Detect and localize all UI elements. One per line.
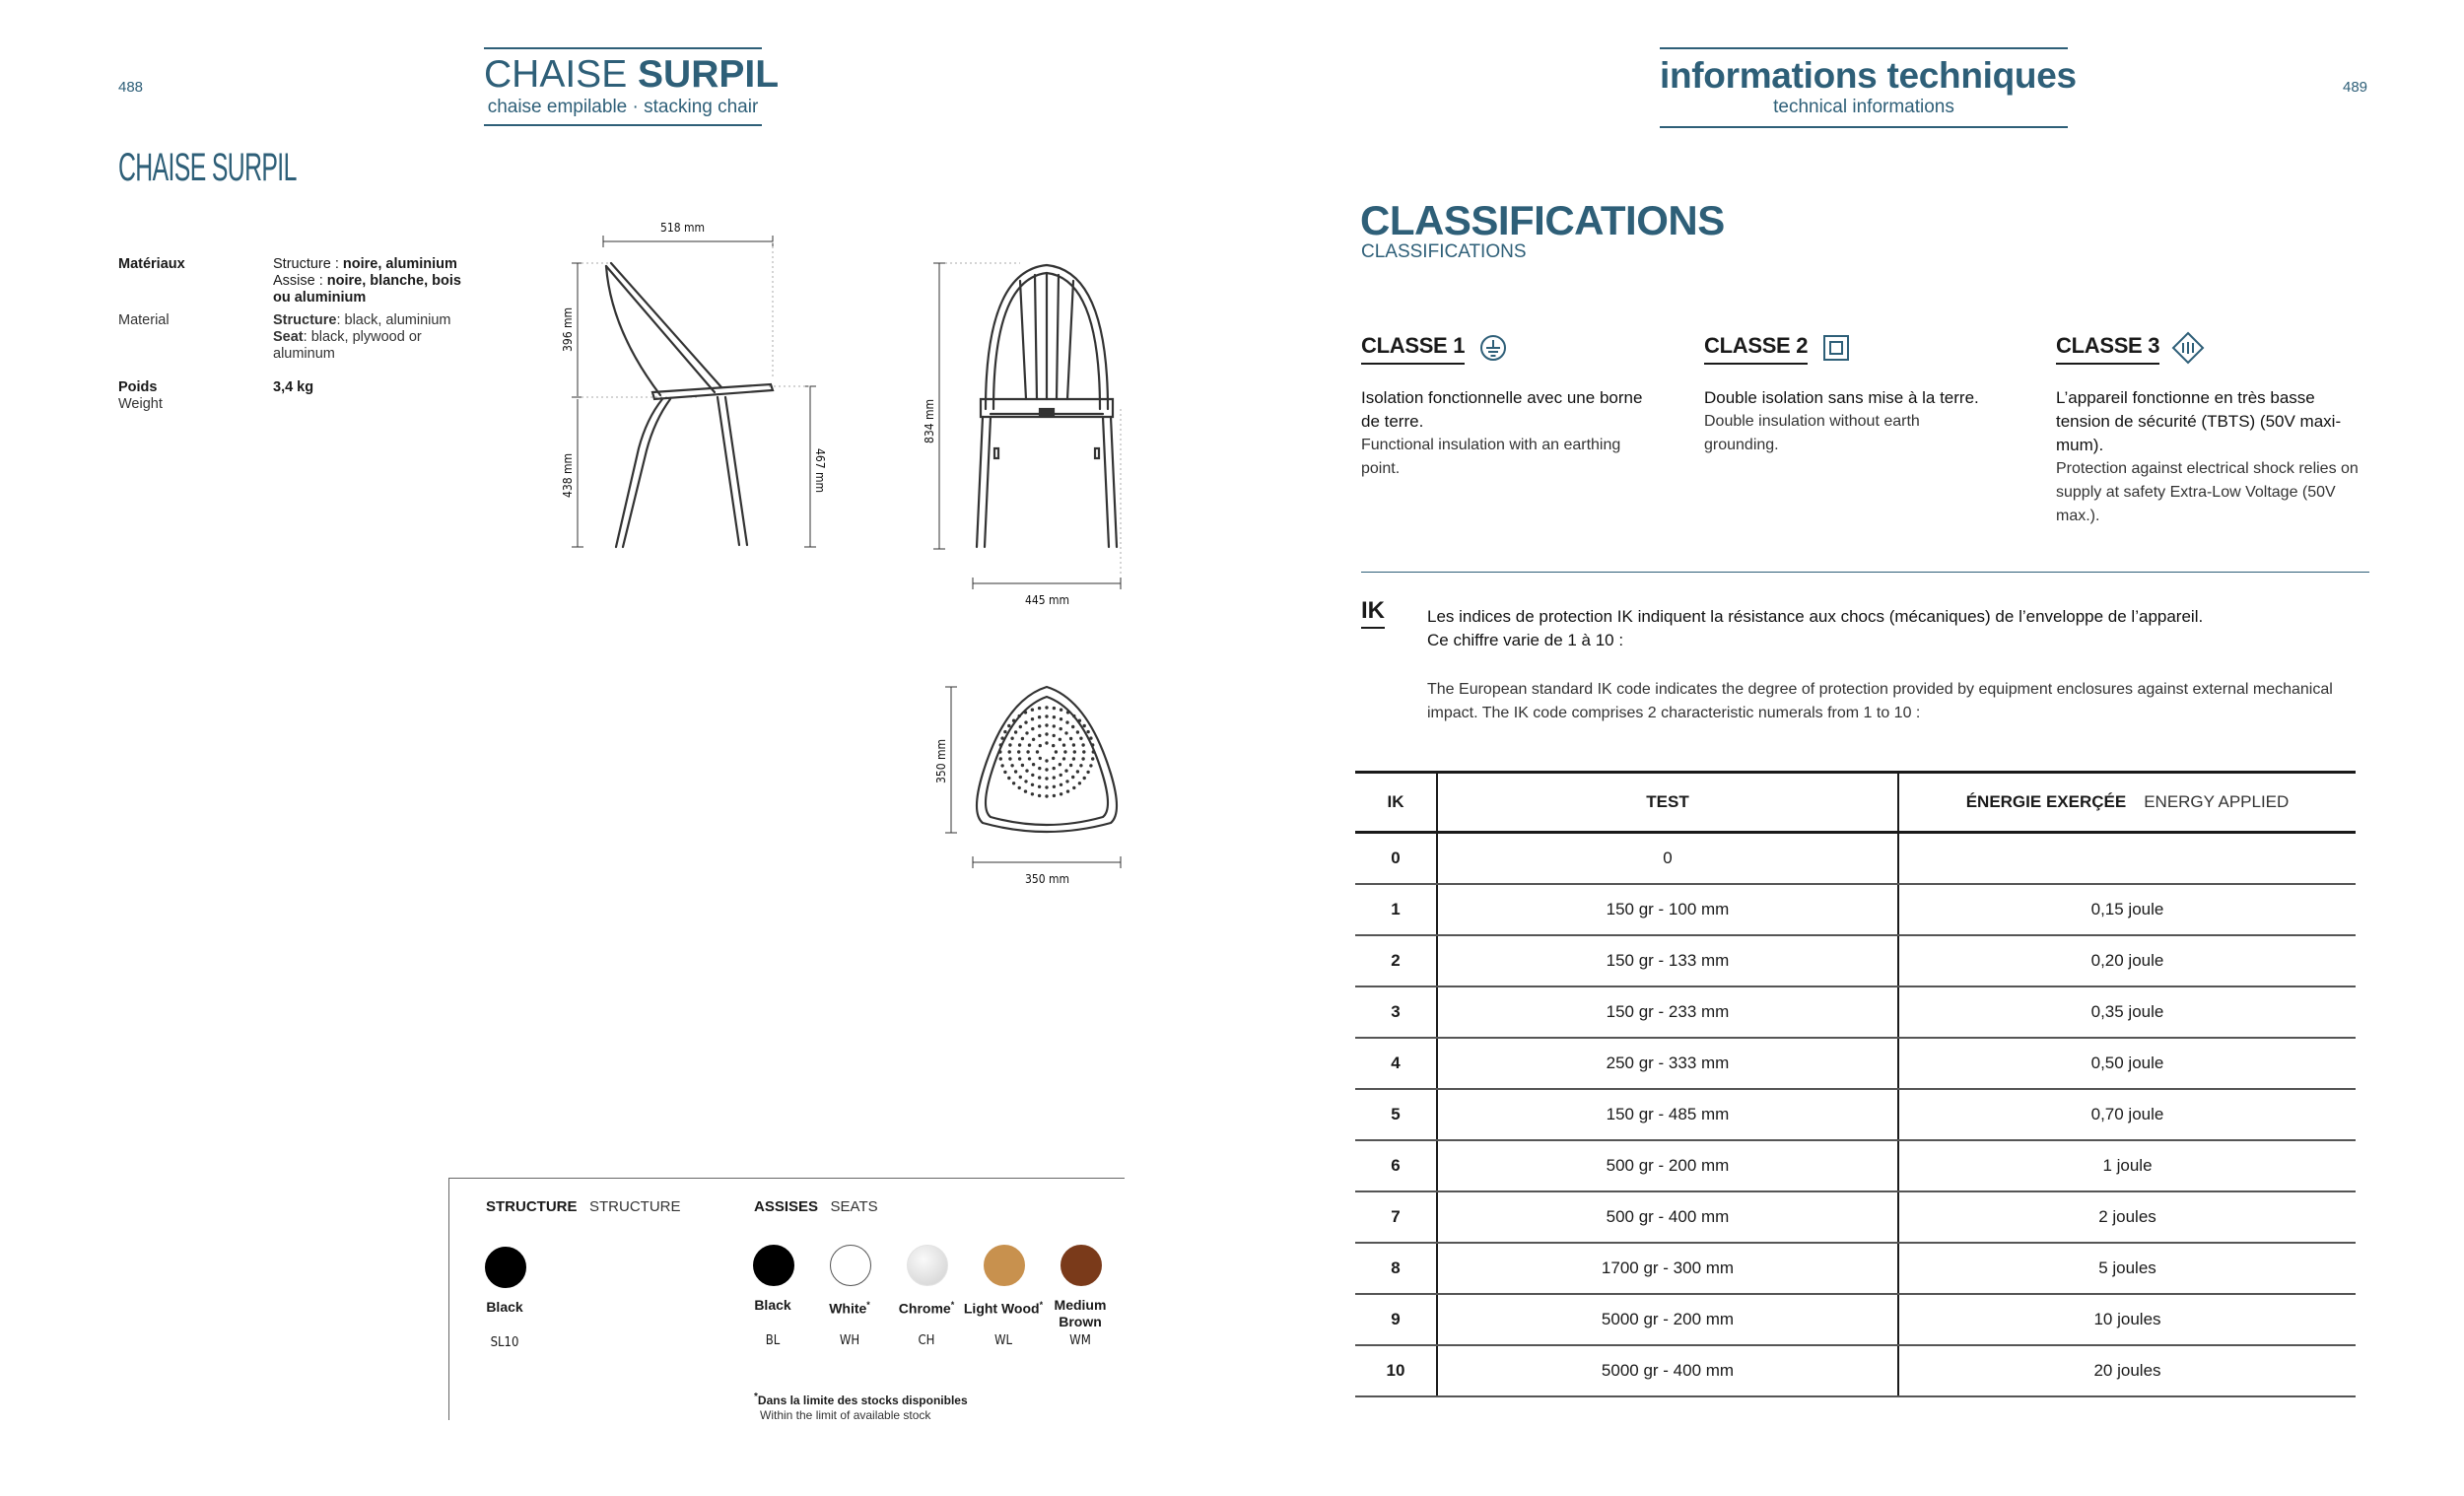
cell-energy: 0,50 joule	[1898, 1038, 2356, 1089]
header-title-bold: SURPIL	[638, 53, 780, 96]
perforation-dot	[1078, 782, 1081, 784]
seat-perforation-pattern	[998, 706, 1095, 797]
perforation-dot	[1038, 767, 1041, 770]
perforation-dot	[1045, 741, 1048, 744]
cell-test: 5000 gr - 200 mm	[1437, 1294, 1898, 1345]
perforation-dot	[1045, 714, 1048, 717]
perforation-dot	[1018, 786, 1021, 789]
dim-top-depth: 350 mm	[934, 738, 948, 783]
table-row	[1355, 1294, 2356, 1345]
swatch-name: Medium Brown	[1054, 1297, 1107, 1329]
perforation-dot	[1000, 764, 1003, 767]
perforation-dot	[1028, 743, 1031, 746]
spec-key: Structure	[273, 312, 337, 328]
perforation-dot	[1053, 767, 1056, 770]
table-row	[1355, 1243, 2356, 1294]
table-row	[1355, 986, 2356, 1038]
classe-1-fr: Isolation fonctionnelle avec une borne de terre.	[1361, 388, 1643, 431]
swatch-sl10	[485, 1247, 526, 1288]
col-test: TEST	[1437, 773, 1898, 833]
perforation-dot	[1081, 757, 1084, 760]
cell-test: 0	[1437, 833, 1898, 885]
perforation-dot	[1026, 750, 1029, 753]
perforation-dot	[1082, 750, 1085, 753]
classe-3-title: CLASSE 3	[2056, 333, 2159, 365]
perforation-dot	[1059, 763, 1061, 766]
swatch-code: SL10	[490, 1335, 519, 1350]
perforation-dot	[1073, 750, 1076, 753]
classe-2-block	[1704, 333, 1980, 457]
table-row	[1355, 1089, 2356, 1140]
cell-energy: 0,35 joule	[1898, 986, 2356, 1038]
chair-side-view	[552, 212, 848, 562]
swatch-label	[1036, 1297, 1125, 1330]
perforation-dot	[1038, 776, 1041, 779]
perforation-dot	[1038, 785, 1041, 788]
chair-front-view	[912, 251, 1138, 606]
footnote-fr-text: Dans la limite des stocks disponibles	[757, 1394, 968, 1407]
classe-3-block	[2056, 333, 2361, 528]
col-energy-fr: ÉNERGIE EXERÇÉE	[1965, 792, 2127, 811]
perforation-dot	[1079, 764, 1082, 767]
swatch-code: WL	[993, 1333, 1013, 1348]
cell-ik: 5	[1355, 1089, 1437, 1140]
perforation-dot	[1025, 769, 1028, 772]
perforation-dot	[1062, 743, 1065, 746]
chair-top-view	[912, 675, 1138, 887]
classe-2-fr: Double isolation sans mise à la terre.	[1704, 388, 1979, 407]
perforation-dot	[1024, 789, 1027, 792]
perforation-dot	[1060, 717, 1062, 720]
perforation-dot	[1008, 750, 1011, 753]
swatch-code: WH	[839, 1333, 860, 1348]
perforation-dot	[1039, 744, 1042, 747]
swatch-wm	[1061, 1245, 1102, 1286]
perforation-dot	[1007, 777, 1010, 780]
perforation-dot	[1065, 780, 1068, 782]
perforation-dot	[1036, 750, 1039, 753]
cell-energy	[1898, 833, 2356, 885]
perforation-dot	[1053, 707, 1056, 710]
spec-poids-label: Poids	[118, 379, 158, 395]
perforation-dot	[1038, 715, 1041, 718]
perforation-dot	[1045, 732, 1048, 735]
footnote-en: Within the limit of available stock	[760, 1408, 931, 1422]
perforation-dot	[1069, 737, 1072, 740]
structure-label-en: STRUCTURE	[589, 1198, 681, 1215]
seats-label-en: SEATS	[830, 1198, 878, 1215]
cell-ik: 10	[1355, 1345, 1437, 1396]
perforation-dot	[1000, 736, 1003, 739]
swatch-code: BL	[765, 1333, 781, 1348]
spec-key: Structure :	[273, 256, 339, 272]
ik-en-line2: impact. The IK code comprises 2 characteristic numerals from 1 to 10 :	[1427, 705, 1921, 721]
page-number-right: 489	[2343, 79, 2368, 96]
header-title-light: CHAISE	[484, 53, 628, 96]
perforation-dot	[1024, 720, 1027, 723]
ik-label: IK	[1361, 597, 1385, 629]
perforation-dot	[1071, 776, 1074, 779]
perforation-dot	[1053, 794, 1056, 797]
ik-text-fr	[1427, 605, 2203, 652]
seats-label-fr: ASSISES	[754, 1198, 819, 1215]
swatch-mark: *	[950, 1300, 955, 1310]
perforation-dot	[1072, 757, 1075, 760]
perforation-dot	[1003, 771, 1006, 774]
perforation-dot	[1014, 770, 1017, 773]
subtitle-fr: chaise empilable	[487, 97, 628, 117]
subtitle-separator: ·	[632, 97, 639, 117]
perforation-dot	[1028, 757, 1031, 760]
perforation-dot	[1018, 743, 1021, 746]
cell-energy: 0,70 joule	[1898, 1089, 2356, 1140]
perforation-dot	[1072, 714, 1075, 717]
ik-fr-line2: Ce chiffre varie de 1 à 10 :	[1427, 631, 1624, 649]
table-row	[1355, 1345, 2356, 1396]
perforation-dot	[1064, 769, 1067, 772]
cell-energy: 2 joules	[1898, 1191, 2356, 1243]
perforation-dot	[1031, 783, 1034, 786]
perforation-dot	[1086, 730, 1089, 733]
subtitle-en: stacking chair	[644, 97, 759, 117]
spec-materiaux-value	[273, 256, 465, 306]
perforation-dot	[1014, 730, 1017, 733]
perforation-dot	[1003, 730, 1006, 733]
dim-front-width: 445 mm	[1025, 593, 1070, 606]
perforation-dot	[1059, 738, 1061, 741]
perforation-dot	[1078, 719, 1081, 722]
seats-heading	[754, 1198, 878, 1215]
classe-3-fr: L’appareil fonctionne en très basse tension de sécurité (TBTS) (50V maxi-mum).	[2056, 388, 2342, 454]
perforation-dot	[1038, 724, 1041, 727]
perforation-dot	[1008, 743, 1011, 746]
spec-poids-value: 3,4 kg	[273, 379, 314, 395]
perforation-dot	[1031, 717, 1034, 720]
perforation-dot	[1065, 720, 1068, 723]
perforation-dot	[1091, 757, 1094, 760]
dim-side-width: 518 mm	[660, 221, 706, 235]
perforation-dot	[1053, 785, 1056, 788]
classe-2-en: Double insulation without earth grounding.	[1704, 413, 1920, 453]
swatch-mark: *	[1039, 1300, 1044, 1310]
cell-energy: 10 joules	[1898, 1294, 2356, 1345]
swatch-name: Light Wood	[963, 1300, 1040, 1317]
swatch-wh	[830, 1245, 871, 1286]
dim-side-backrest: 396 mm	[561, 306, 575, 352]
dim-side-front: 467 mm	[813, 448, 827, 494]
perforation-dot	[1053, 715, 1056, 718]
perforation-dot	[1018, 714, 1021, 717]
swatch-name: Black	[486, 1299, 523, 1315]
cell-energy: 1 joule	[1898, 1140, 2356, 1191]
perforation-dot	[1021, 764, 1024, 767]
perforation-dot	[1039, 757, 1042, 760]
header-left	[484, 47, 780, 126]
swatch-name: Black	[754, 1297, 791, 1313]
perforation-dot	[1066, 711, 1069, 714]
perforation-dot	[1008, 757, 1011, 760]
perforation-dot	[1045, 759, 1048, 762]
cell-energy: 0,20 joule	[1898, 935, 2356, 986]
classe-1-title: CLASSE 1	[1361, 333, 1465, 365]
swatch-code: CH	[918, 1333, 935, 1348]
perforation-dot	[1045, 794, 1048, 797]
header-title	[484, 53, 780, 97]
classe-3-en: Protection against electrical shock relies on supply at safety Extra-Low Voltage (50V max.).	[2056, 460, 2359, 524]
cell-test: 5000 gr - 400 mm	[1437, 1345, 1898, 1396]
perforation-dot	[1038, 794, 1041, 797]
perforation-dot	[1038, 734, 1041, 737]
perforation-dot	[1086, 771, 1089, 774]
footnote-star: *	[754, 1392, 758, 1402]
section-subtitle: CLASSIFICATIONS	[1361, 241, 1527, 262]
perforation-dot	[1045, 723, 1048, 726]
spec-material-label: Material	[118, 312, 170, 328]
dim-side-seat: 438 mm	[561, 452, 575, 498]
perforation-dot	[1066, 789, 1069, 792]
product-name: CHAISE SURPIL	[118, 146, 297, 189]
cell-energy: 0,15 joule	[1898, 884, 2356, 935]
perforation-dot	[1055, 750, 1058, 753]
swatch-bl	[753, 1245, 794, 1286]
perforation-dot	[1076, 730, 1079, 733]
perforation-dot	[1063, 750, 1066, 753]
perforation-dot	[1021, 737, 1024, 740]
cell-energy: 5 joules	[1898, 1243, 2356, 1294]
section-title: CLASSIFICATIONS	[1360, 197, 1725, 243]
table-row	[1355, 1191, 2356, 1243]
perforation-dot	[1017, 750, 1020, 753]
ik-table-body	[1355, 833, 2356, 1397]
perforation-dot	[1072, 786, 1075, 789]
perforation-dot	[1053, 776, 1056, 779]
cell-test: 150 gr - 133 mm	[1437, 935, 1898, 986]
perforation-dot	[1012, 782, 1015, 784]
classe-1-block	[1361, 333, 1657, 481]
swatch-wl	[984, 1245, 1025, 1286]
perforation-dot	[1010, 764, 1013, 767]
perforation-dot	[998, 750, 1001, 753]
section-divider	[1361, 572, 2369, 573]
perforation-dot	[1076, 770, 1079, 773]
classe-1-en: Functional insulation with an earthing point.	[1361, 437, 1621, 477]
cell-ik: 3	[1355, 986, 1437, 1038]
swatch-code: WM	[1069, 1333, 1091, 1348]
header-title: informations techniques	[1660, 55, 2077, 96]
classe-3-heading	[2056, 333, 2361, 369]
perforation-dot	[1019, 776, 1022, 779]
cell-ik: 1	[1355, 884, 1437, 935]
swatch-mark: *	[866, 1300, 870, 1310]
perforation-dot	[1032, 738, 1035, 741]
cell-test: 150 gr - 233 mm	[1437, 986, 1898, 1038]
perforation-dot	[1091, 743, 1094, 746]
perforation-dot	[1083, 777, 1086, 780]
cell-energy: 20 joules	[1898, 1345, 2356, 1396]
perforation-dot	[1045, 706, 1048, 709]
perforation-dot	[1038, 707, 1041, 710]
cell-ik: 9	[1355, 1294, 1437, 1345]
cell-test: 1700 gr - 300 mm	[1437, 1243, 1898, 1294]
classe-2-title: CLASSE 2	[1704, 333, 1808, 365]
perforation-dot	[999, 757, 1002, 760]
perforation-dot	[1053, 724, 1056, 727]
col-energy	[1898, 773, 2356, 833]
perforation-dot	[1045, 777, 1048, 780]
swatch-label	[959, 1297, 1048, 1318]
dim-top-width: 350 mm	[1025, 872, 1070, 886]
footnote-fr	[754, 1392, 968, 1407]
perforation-dot	[1045, 768, 1048, 771]
structure-label-fr: STRUCTURE	[486, 1198, 578, 1215]
cell-test: 500 gr - 400 mm	[1437, 1191, 1898, 1243]
perforation-dot	[1060, 727, 1062, 730]
perforation-dot	[1024, 711, 1027, 714]
perforation-dot	[1079, 737, 1082, 740]
swatch-name: White	[829, 1300, 867, 1317]
spec-weight-label: Weight	[118, 396, 163, 412]
diamond-iii-icon	[2171, 331, 2205, 365]
page-number-left: 488	[118, 79, 144, 96]
swatch-label	[882, 1297, 971, 1318]
table-row	[1355, 935, 2356, 986]
spec-val: noire, blanche, bois ou aluminium	[273, 273, 461, 306]
perforation-dot	[1062, 757, 1065, 760]
perforation-dot	[1060, 792, 1062, 795]
perforation-dot	[1031, 774, 1034, 777]
perforation-dot	[1069, 764, 1072, 767]
ik-en-line1: The European standard IK code indicates the degree of protection provided by equipment enclosures against external mechanical	[1427, 681, 2333, 698]
perforation-dot	[1007, 724, 1010, 727]
earth-icon	[1478, 333, 1508, 363]
ik-text-en	[1427, 678, 2333, 725]
spec-key: Seat	[273, 329, 304, 345]
structure-heading	[486, 1198, 681, 1215]
perforation-dot	[1081, 743, 1084, 746]
perforation-dot	[1060, 774, 1062, 777]
perforation-dot	[1060, 783, 1062, 786]
swatch-label	[460, 1299, 549, 1316]
perforation-dot	[1045, 785, 1048, 788]
perforation-dot	[1089, 764, 1092, 767]
spec-val: noire, aluminium	[342, 256, 457, 272]
double-square-icon	[1821, 333, 1851, 363]
spec-key: Assise :	[273, 273, 323, 289]
header-right	[1660, 47, 2077, 128]
perforation-dot	[1052, 744, 1055, 747]
perforation-dot	[1071, 725, 1074, 728]
header-subtitle: technical informations	[1773, 97, 1954, 117]
table-row	[1355, 833, 2356, 885]
perforation-dot	[1072, 743, 1075, 746]
col-ik: IK	[1355, 773, 1437, 833]
perforation-dot	[1031, 727, 1034, 730]
dim-front-height: 834 mm	[923, 398, 936, 443]
cell-ik: 6	[1355, 1140, 1437, 1191]
spec-materiaux-label: Matériaux	[118, 256, 185, 272]
cell-test: 150 gr - 485 mm	[1437, 1089, 1898, 1140]
perforation-dot	[1010, 737, 1013, 740]
perforation-dot	[1012, 719, 1015, 722]
swatch-name: Chrome	[898, 1300, 951, 1317]
spec-material-value	[273, 312, 465, 363]
cell-test: 500 gr - 200 mm	[1437, 1140, 1898, 1191]
perforation-dot	[1052, 757, 1055, 760]
classe-2-heading	[1704, 333, 1980, 369]
perforation-dot	[1089, 736, 1092, 739]
perforation-dot	[1032, 763, 1035, 766]
perforation-dot	[1064, 731, 1067, 734]
cell-ik: 7	[1355, 1191, 1437, 1243]
perforation-dot	[1019, 725, 1022, 728]
perforation-dot	[1060, 709, 1062, 712]
perforation-dot	[1025, 731, 1028, 734]
cell-test: 150 gr - 100 mm	[1437, 884, 1898, 935]
table-row	[1355, 1140, 2356, 1191]
col-energy-en: ENERGY APPLIED	[2144, 792, 2290, 811]
perforation-dot	[999, 743, 1002, 746]
perforation-dot	[1018, 757, 1021, 760]
cell-test: 250 gr - 333 mm	[1437, 1038, 1898, 1089]
perforation-dot	[1092, 750, 1095, 753]
header-subtitle	[484, 97, 762, 118]
ik-fr-line1: Les indices de protection IK indiquent la résistance aux chocs (mécaniques) de l’enveloppe de l’appareil.	[1427, 607, 2204, 626]
perforation-dot	[1024, 780, 1027, 782]
ik-table-header	[1355, 773, 2356, 833]
swatch-label	[805, 1297, 894, 1318]
cell-ik: 4	[1355, 1038, 1437, 1089]
cell-ik: 0	[1355, 833, 1437, 885]
cell-ik: 8	[1355, 1243, 1437, 1294]
spec-val: : black, aluminium	[336, 312, 451, 328]
perforation-dot	[1083, 724, 1086, 727]
classe-1-heading	[1361, 333, 1657, 369]
swatch-ch	[907, 1245, 948, 1286]
perforation-dot	[1031, 792, 1034, 795]
perforation-dot	[1053, 734, 1056, 737]
ik-table	[1355, 771, 2356, 1397]
table-row	[1355, 1038, 2356, 1089]
swatch-label	[728, 1297, 817, 1314]
spec-val: : black, plywood or aluminum	[273, 329, 422, 362]
cell-ik: 2	[1355, 935, 1437, 986]
perforation-dot	[1031, 709, 1034, 712]
table-row	[1355, 884, 2356, 935]
